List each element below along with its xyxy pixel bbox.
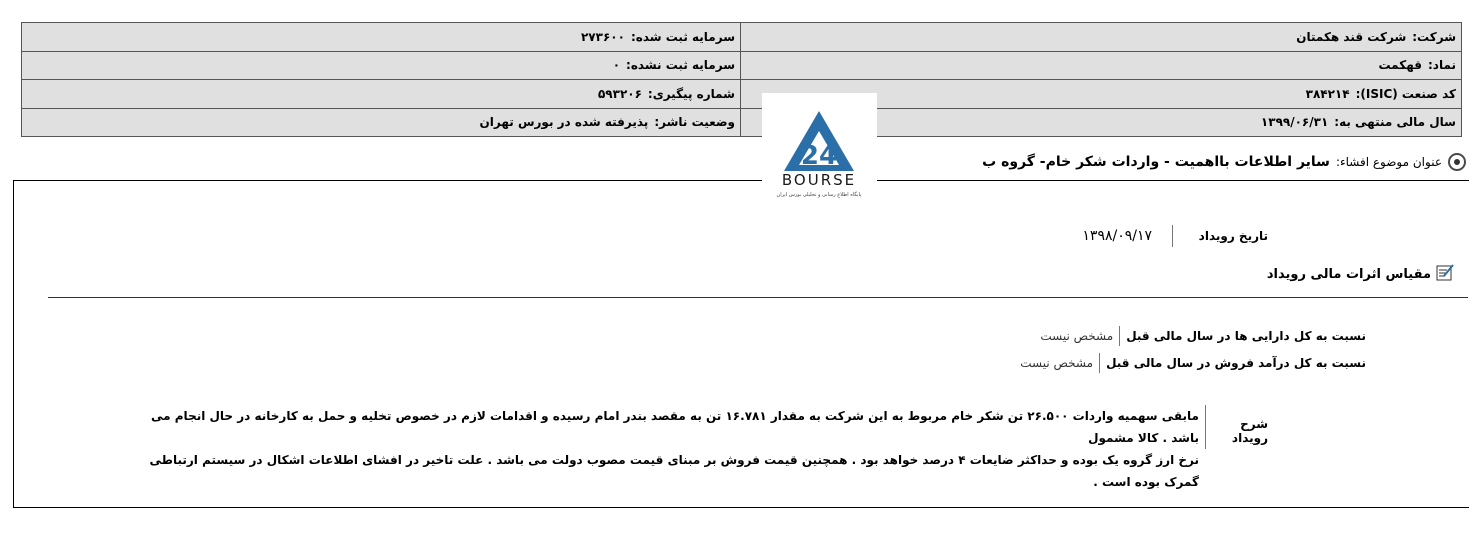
divider [1119,326,1120,346]
logo-mark: 24 [800,141,838,171]
info-row [22,51,1462,80]
logo-wordmark: BOURSE [781,171,857,189]
fiscal-year-label: سال مالی منتهی به: [1334,115,1456,130]
symbol-label: نماد: [1427,58,1456,73]
description-text [139,405,1199,493]
unregistered-capital-label: سرمایه ثبت نشده: [626,58,735,73]
isic-value: ۳۸۴۲۱۴ [1305,86,1350,101]
publisher-status-value: پذیرفته شده در بورس تهران [479,115,649,130]
registered-capital-cell [22,23,741,52]
bourse-logo-graphic [762,93,877,201]
divider [48,297,1468,298]
subject-value: سایر اطلاعات بااهمیت - واردات شکر خام- گروه ب [982,154,1330,170]
ratio-label: نسبت به کل درآمد فروش در سال مالی قبل [1106,356,1366,370]
subject-label: عنوان موضوع افشاء: [1335,155,1442,169]
fiscal-year-value: ۱۳۹۹/۰۶/۳۱ [1260,115,1329,130]
ratio-label: نسبت به کل دارایی ها در سال مالی قبل [1126,329,1366,343]
event-date-value: ۱۳۹۸/۰۹/۱۷ [1082,228,1152,244]
symbol-cell [741,51,1462,80]
ratio-row-assets [1040,325,1366,347]
ratio-value: مشخص نیست [1040,329,1114,343]
ratio-value: مشخص نیست [1020,356,1094,370]
unregistered-capital-cell [22,51,741,80]
financial-effects-title [1267,262,1455,286]
event-description [139,405,1268,493]
company-value: شرکت قند هکمتان [1296,29,1407,44]
publisher-status-label: وضعیت ناشر: [654,115,735,130]
tracking-value: ۵۹۳۲۰۶ [597,86,642,101]
publisher-status-cell [22,108,741,137]
edit-note-icon [1435,262,1455,286]
description-line: نرخ ارز گروه یک بوده و حداکثر ضایعات ۴ درصد خواهد بود . همچنین قیمت فروش بر مبنای قیمت مصوب دولت می باشد . علت تاخیر در افشای اطلاعات اشکال در سیستم ارتباطی گمرک بوده است . [149,453,1199,489]
unregistered-capital-value: ۰ [612,58,621,73]
divider [1099,353,1100,373]
company-cell [741,23,1462,52]
isic-label: کد صنعت (ISIC): [1355,86,1456,101]
ratio-row-revenue [1020,352,1366,374]
tracking-label: شماره پیگیری: [647,86,735,101]
event-date-row [1082,225,1268,247]
financial-effects-title-text: مقیاس اثرات مالی رویداد [1266,266,1431,282]
info-row [22,80,1462,109]
description-label: شرح رویداد [1231,417,1268,445]
description-line: مابقی سهمیه واردات ۲۶.۵۰۰ تن شکر خام مربوط به این شرکت به مقدار ۱۶.۷۸۱ تن به مقصد بندر امام رسیده و اقدامات لازم در خصوص تخلیه و حمل به کارخانه در حال انجام می باشد . کالا مشمول [151,409,1199,445]
symbol-value: قهکمت [1378,58,1422,73]
disclosure-subject [982,151,1466,173]
target-bullet-icon [1448,153,1466,171]
registered-capital-label: سرمایه ثبت شده: [630,29,735,44]
company-info-table [21,22,1462,137]
divider [1172,225,1173,247]
info-row [22,108,1462,137]
event-date-label: تاریخ رویداد [1198,229,1268,243]
tracking-cell [22,80,741,109]
registered-capital-value: ۲۷۳۶۰۰ [580,29,625,44]
info-row [22,23,1462,52]
bourse-logo [762,93,877,201]
company-label: شرکت: [1412,29,1456,44]
divider [1205,405,1206,449]
logo-tagline: پایگاه اطلاع رسانی و تحلیلی بورس ایران [776,192,862,198]
